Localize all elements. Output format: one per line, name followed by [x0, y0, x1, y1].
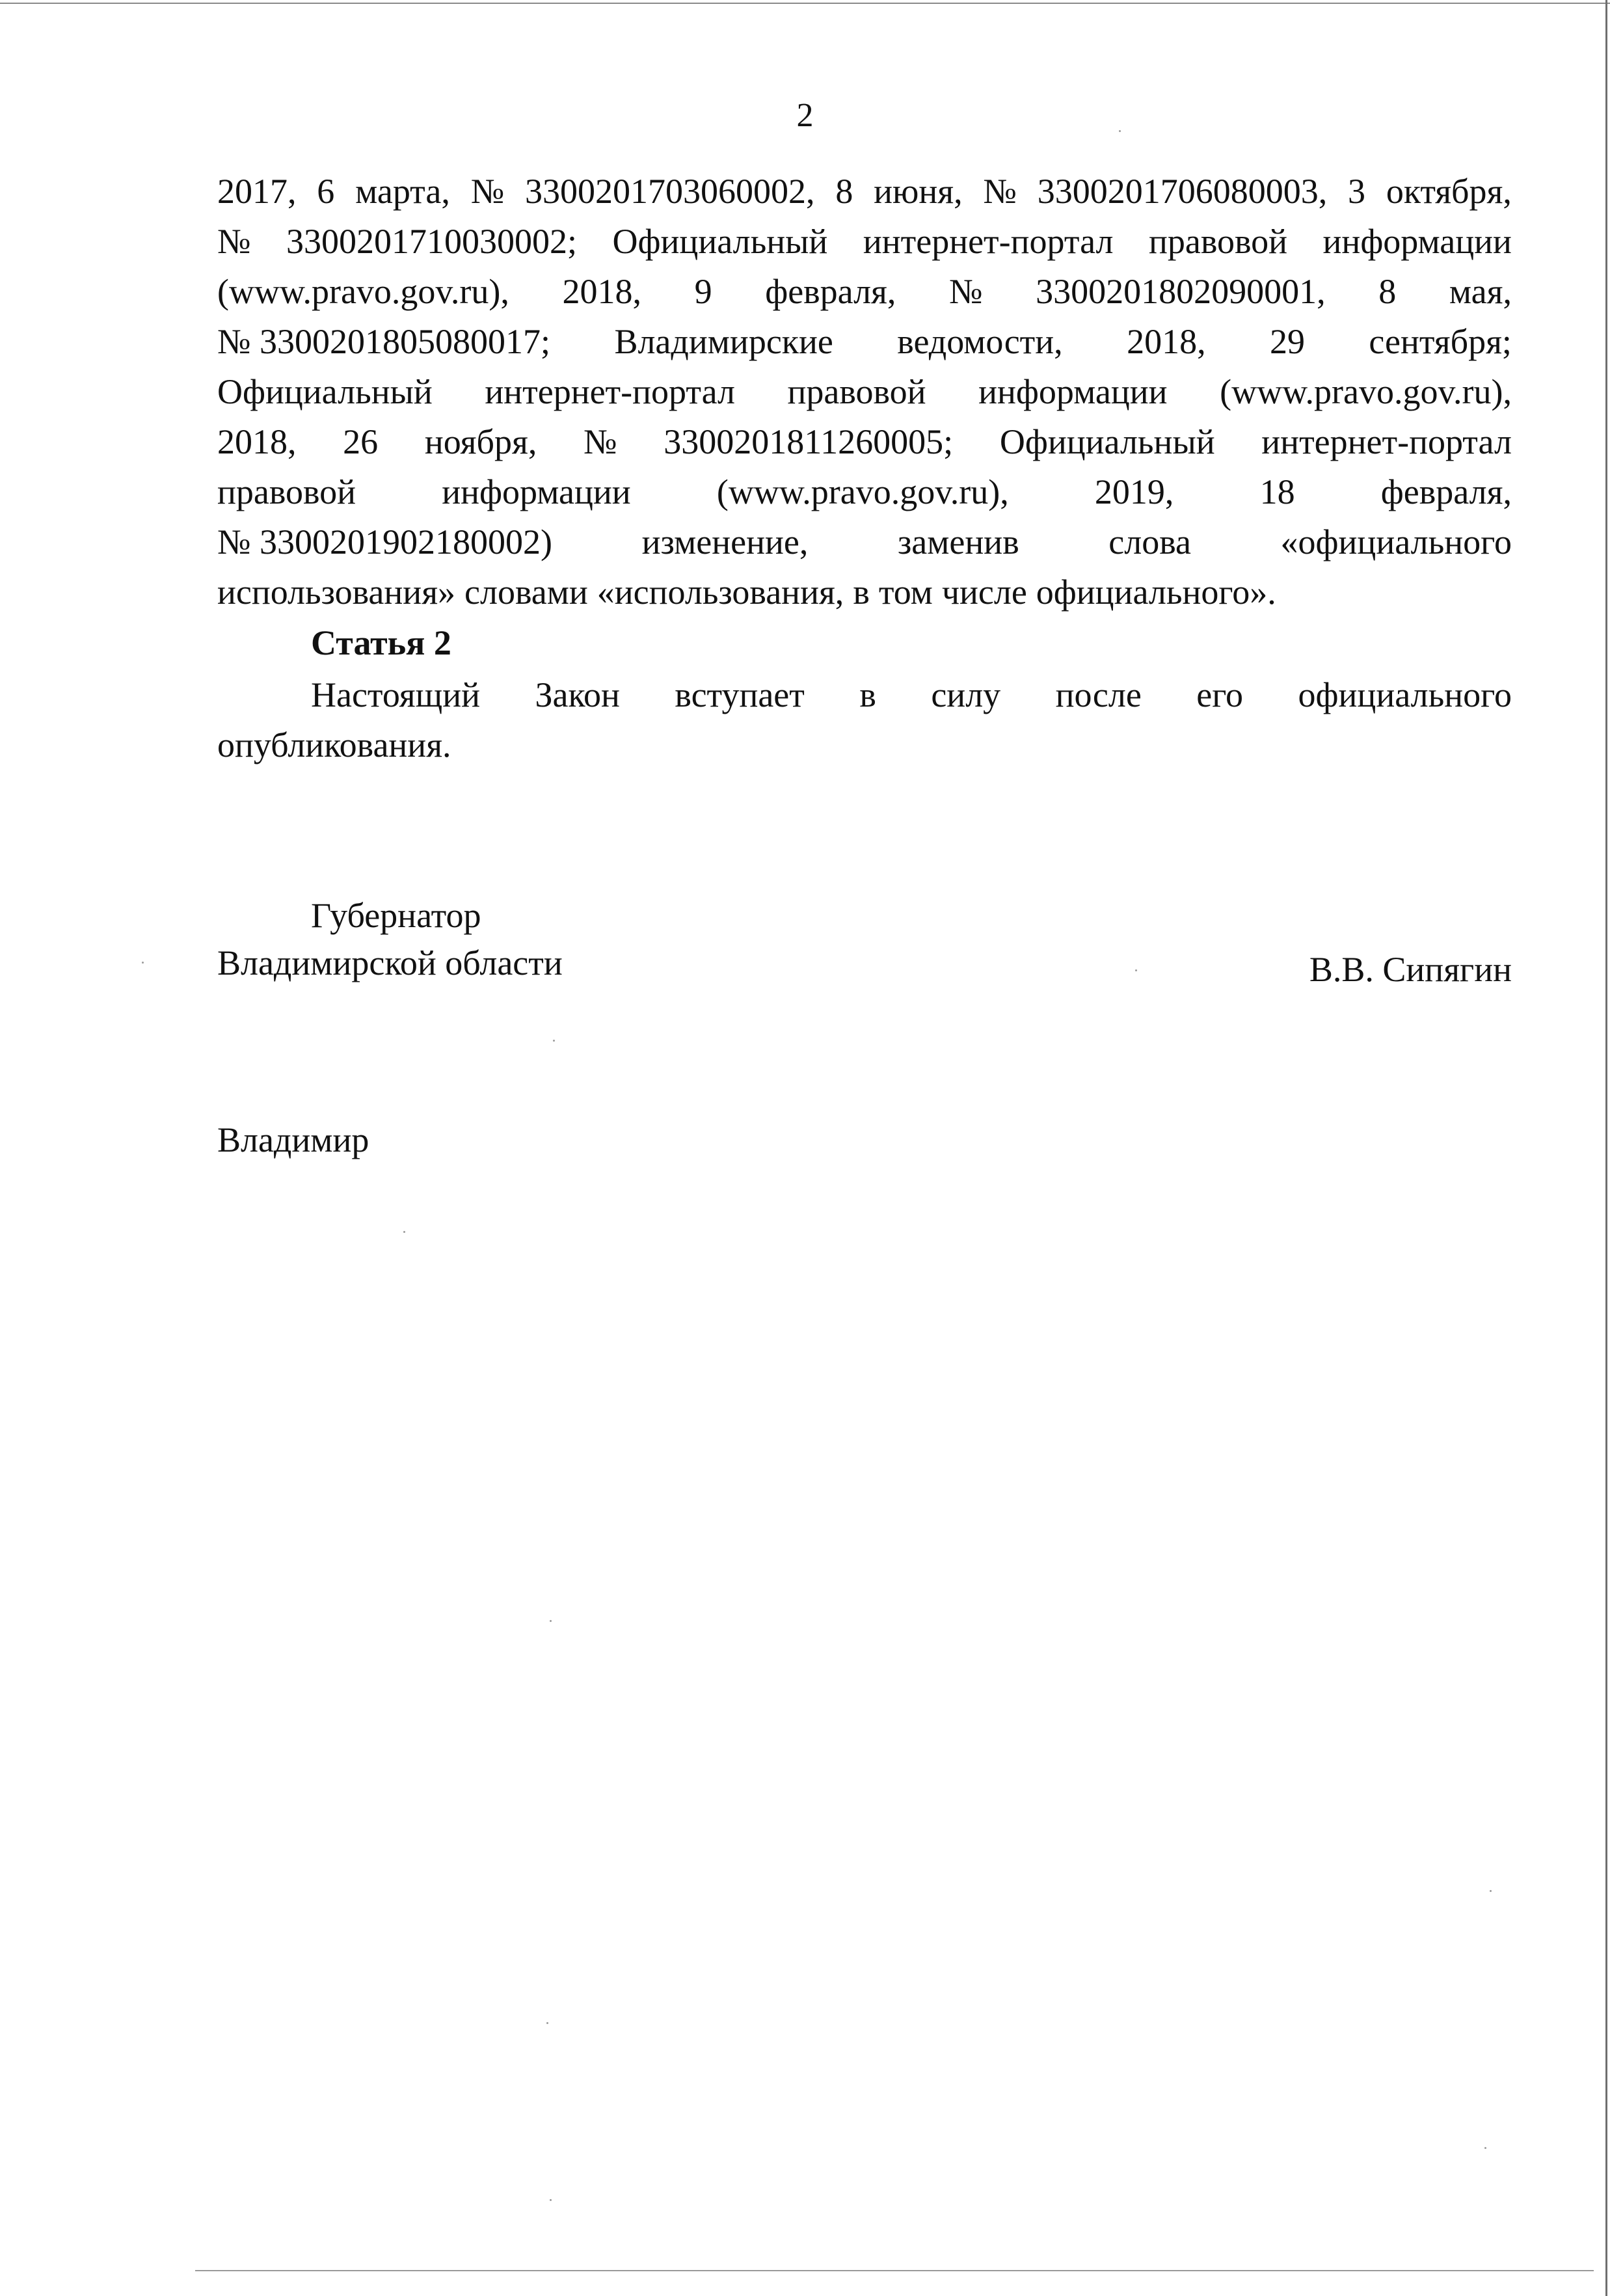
- word: 2017,: [217, 172, 297, 211]
- text-line: [217, 670, 1512, 720]
- word: слова: [1108, 522, 1191, 561]
- scan-speck: [403, 1231, 405, 1233]
- scan-edge-right: [1605, 0, 1607, 2296]
- page-number: 2: [796, 97, 814, 134]
- word: 18: [1259, 472, 1295, 511]
- word: июня,: [874, 172, 963, 211]
- word: №: [584, 422, 617, 461]
- word: №: [217, 222, 251, 261]
- word: словами: [464, 573, 588, 612]
- amendment-paragraph: [217, 167, 1512, 617]
- scan-speck: [550, 2199, 552, 2201]
- word: 3300201706080003,: [1037, 172, 1328, 211]
- word: вступает: [675, 675, 805, 714]
- word: 3300201710030002;: [286, 222, 578, 261]
- word: (www.pravo.gov.ru),: [217, 272, 509, 311]
- word: Владимирские: [614, 322, 833, 361]
- text-line: [217, 467, 1512, 517]
- word: сентября;: [1369, 322, 1512, 361]
- word: 2019,: [1094, 472, 1174, 511]
- word: официального».: [1036, 573, 1276, 612]
- scan-speck: [1490, 1890, 1492, 1892]
- word: 8: [1378, 272, 1397, 311]
- scan-speck: [1484, 2147, 1486, 2149]
- article-text: [217, 670, 1512, 770]
- word: 8: [835, 172, 853, 211]
- word: 29: [1269, 322, 1305, 361]
- text-line: [217, 417, 1512, 467]
- scan-speck: [553, 1040, 555, 1042]
- word: «официального: [1280, 522, 1512, 561]
- word: 3300201703060002,: [525, 172, 815, 211]
- text-line: [217, 317, 1512, 367]
- word: информации: [442, 472, 631, 511]
- word: после: [1055, 675, 1142, 714]
- scan-speck: [142, 962, 144, 964]
- word: информации: [978, 372, 1168, 411]
- word: «использования,: [597, 573, 844, 612]
- word: правовой: [217, 472, 356, 511]
- scan-speck: [550, 1620, 552, 1622]
- word: (www.pravo.gov.ru),: [716, 472, 1009, 511]
- text-line: [217, 720, 1512, 770]
- word: интернет-портал: [1261, 422, 1512, 461]
- text-line: [217, 517, 1512, 567]
- word: в: [853, 573, 870, 612]
- word: заменив: [897, 522, 1019, 561]
- word: февраля,: [1380, 472, 1512, 511]
- word: Настоящий: [311, 675, 481, 714]
- word: Официальный: [612, 222, 828, 261]
- word: в: [859, 675, 876, 714]
- signatory-name: В.В. Сипягин: [1309, 950, 1512, 989]
- signatory-title: Губернатор: [311, 896, 481, 935]
- word: силу: [931, 675, 1001, 714]
- word: (www.pravo.gov.ru),: [1220, 372, 1512, 411]
- word: № 3300201902180002): [217, 522, 553, 561]
- word: Официальный: [999, 422, 1215, 461]
- word: № 3300201805080017;: [217, 322, 551, 361]
- text-line: [217, 167, 1512, 217]
- word: изменение,: [641, 522, 809, 561]
- word: числе: [941, 573, 1027, 612]
- scan-speck: [1135, 969, 1137, 971]
- word: ноября,: [424, 422, 537, 461]
- word: официального: [1298, 675, 1512, 714]
- scan-edge-bottom: [195, 2270, 1594, 2271]
- text-line: [217, 367, 1512, 417]
- scan-speck: [546, 2022, 548, 2024]
- word: использования»: [217, 573, 456, 612]
- word: Закон: [535, 675, 620, 714]
- word: 2018,: [562, 272, 641, 311]
- text-line: [217, 267, 1512, 317]
- word: 2018,: [217, 422, 297, 461]
- word: правовой: [787, 372, 926, 411]
- word: февраля,: [765, 272, 896, 311]
- word: 9: [694, 272, 712, 311]
- word: Официальный: [217, 372, 433, 411]
- word: 3300201802090001,: [1036, 272, 1326, 311]
- word: №: [949, 272, 983, 311]
- place-of-signing: Владимир: [217, 1120, 369, 1159]
- word: №: [983, 172, 1017, 211]
- word: мая,: [1449, 272, 1512, 311]
- word: октября,: [1386, 172, 1512, 211]
- article-heading: Статья 2: [311, 623, 451, 662]
- word: информации: [1322, 222, 1512, 261]
- text-line: [217, 567, 1512, 617]
- scan-edge-top: [0, 3, 1610, 4]
- word: 26: [343, 422, 379, 461]
- word: ведомости,: [897, 322, 1063, 361]
- word: 3: [1348, 172, 1366, 211]
- signatory-region: Владимирской области: [217, 943, 563, 982]
- word: опубликования.: [217, 725, 451, 764]
- word: интернет-портал: [863, 222, 1114, 261]
- text-line: [217, 217, 1512, 267]
- word: марта,: [355, 172, 450, 211]
- word: 6: [317, 172, 335, 211]
- word: №: [470, 172, 505, 211]
- word: правовой: [1148, 222, 1288, 261]
- word: том: [878, 573, 933, 612]
- word: интернет-портал: [485, 372, 735, 411]
- word: его: [1196, 675, 1244, 714]
- word: 2018,: [1127, 322, 1206, 361]
- word: 3300201811260005;: [664, 422, 954, 461]
